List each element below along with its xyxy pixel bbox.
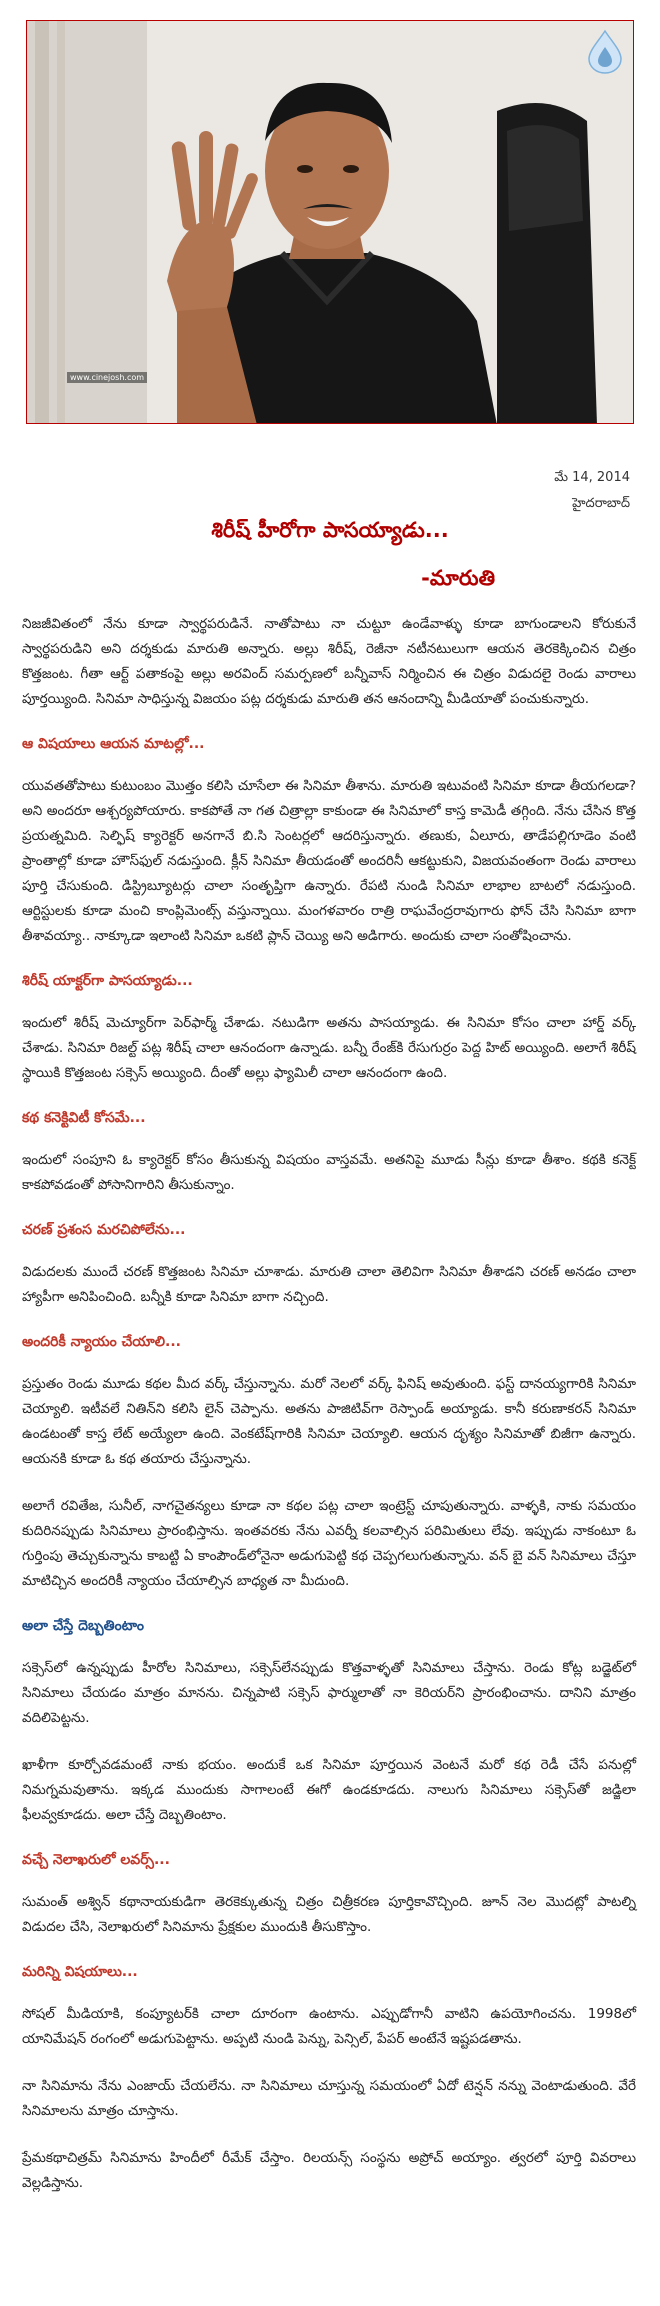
article-byline: -మారుతి [421, 566, 495, 590]
article-paragraph: సుమంత్ అశ్విన్ కథానాయకుడిగా తెరకెక్కుతున్న చిత్రం చిత్రీకరణ పూర్తికావొచ్చింది. జూన్ నెల మొదట్లో పాటల్ని విడుదల చేసి, నెలాఖరులో సినిమాను ప్రేక్షకుల ముందుకి తీసుకొస్తాం. [22, 1894, 636, 1935]
article-paragraph: ఇందులో శిరీష్ మెచ్యూర్‌గా పెర్‌ఫార్మ్ చేశాడు. నటుడిగా అతను పాసయ్యాడు. ఈ సినిమా కోసం చాలా హార్డ్ వర్క్ చేశాడు. సినిమా రిజల్ట్ పట్ల శిరీష్ చాలా ఆనందంగా ఉన్నాడు. బన్నీ రేంజ్‌కి రేసుగుర్రం పెద్ద హిట్ అయ్యింది. అలాగే శిరీష్ స్థాయికి కొత్తజంట సక్సెస్ అయ్యింది. దీంతో అల్లు ఫ్యామిలీ చాలా ఆనందంగా ఉంది. [22, 1015, 636, 1081]
article-body [22, 612, 636, 2218]
section-subheading: అందరికీ న్యాయం చేయాలి... [22, 1334, 181, 1350]
dateline-place: హైదరాబాద్ [572, 496, 630, 511]
article-paragraph: నా సినిమాను నేను ఎంజాయ్ చేయలేను. నా సినిమాలు చూస్తున్న సమయంలో ఏదో టెన్షన్ నన్ను వెంటాడుతుంది. వేరే సినిమాలను మాత్రం చూస్తాను. [22, 2078, 636, 2119]
article-paragraph: ప్రేమకథాచిత్రమ్ సినిమాను హిందీలో రీమేక్ చేస్తాం. రిలయన్స్ సంస్థను అప్రోచ్ అయ్యాం. త్వరలో పూర్తి వివరాలు వెల్లడిస్తాను. [22, 2150, 636, 2191]
section-subheading: అలా చేస్తే దెబ్బతింటాం [22, 1618, 144, 1634]
water-drop-logo-icon [585, 29, 625, 75]
section-subheading: చరణ్ ప్రశంస మరచిపోలేను... [22, 1222, 186, 1238]
article-paragraph: నిజజీవితంలో నేను కూడా స్వార్థపరుడినే. నాతోపాటు నా చుట్టూ ఉండేవాళ్ళు కూడా బాగుండాలని కోరుకునే స్వార్థపరుడిని అని దర్శకుడు మారుతి అన్నారు. అల్లు శిరీష్, రెజీనా నటీనటులుగా ఆయన తెరకెక్కించిన చిత్రం కొత్తజంట. గీతా ఆర్ట్ పతాకంపై అల్లు అరవింద్ సమర్పణలో బన్నీవాస్ నిర్మించిన ఈ చిత్రం విడుదలై రెండు వారాలు పూర్తయ్యింది. సినిమా సాధిస్తున్న విజయం పట్ల దర్శకుడు మారుతి తన ఆనందాన్ని మీడియాతో పంచుకున్నారు. [22, 616, 636, 707]
article-paragraph: యువతతోపాటు కుటుంబం మొత్తం కలిసి చూసేలా ఈ సినిమా తీశాను. మారుతి ఇటువంటి సినిమా కూడా తీయగలడా? అని అందరూ ఆశ్చర్యపోయారు. కాకపోతే నా గత చిత్రాల్లా కాకుండా ఈ సినిమాలో కాస్త కామెడీ తగ్గింది. నేను చేసిన కొత్త ప్రయత్నమిది. సెల్ఫిష్ క్యారెక్టర్ అనగానే బి.సి సెంటర్లలో ఆదరిస్తున్నారు. తణుకు, ఏలూరు, తాడేపల్లిగూడెం వంటి ప్రాంతాల్లో కూడా హౌస్‌ఫుల్ నడుస్తుంది. క్లీన్ సినిమా తీయడంతో అందరినీ ఆకట్టుకుని, విజయవంతంగా రెండు వారాలు పూర్తి చేసుకుంది. డిస్ట్రిబ్యూటర్లు చాలా సంతృప్తిగా ఉన్నారు. రేపటి నుండి సినిమా లాభాల బాటలో నడుస్తుంది. ఆర్టిస్టులకు కూడా మంచి కాంప్లిమెంట్స్ వస్తున్నాయి. మంగళవారం రాత్రి రాఘవేంద్రరావుగారు ఫోన్ చేసి సినిమా బాగా తీశావయ్యా.. నాక్కూడా ఇలాంటి సినిమా ఒకటి ప్లాన్ చెయ్యి అని అడిగారు. అందుకు చాలా సంతోషించాను. [22, 778, 636, 944]
article-paragraph: అలాగే రవితేజ, సునీల్, నాగచైతన్యలు కూడా నా కథల పట్ల చాలా ఇంట్రెస్ట్ చూపుతున్నారు. వాళ్ళకి, నాకు సమయం కుదిరినప్పుడు సినిమాలు ప్రారంభిస్తాను. ఇంతవరకు నేను ఎవర్నీ కలవాల్సిన పరిమితులు లేవు. ఇప్పుడు నాకంటూ ఓ గుర్తింపు తెచ్చుకున్నాను కాబట్టి ఏ కాంపౌండ్‌లోనైనా అడుగుపెట్టి కథ చెప్పగలుగుతున్నాను. వన్ బై వన్ సినిమాలు చేస్తూ మాటిచ్చిన అందరికీ న్యాయం చేయాల్సిన బాధ్యత నా మీదుంది. [22, 1498, 636, 1589]
director-portrait-image [27, 21, 634, 424]
article-photo [26, 20, 634, 424]
section-subheading: మరిన్ని విషయాలు... [22, 1964, 138, 1980]
section-subheading: ఆ విషయాలు ఆయన మాటల్లో... [22, 736, 205, 752]
article-headline: శిరీష్ హీరోగా పాసయ్యాడు... [211, 518, 449, 542]
article-paragraph: ఇందులో సంపూని ఓ క్యారెక్టర్ కోసం తీసుకున్న విషయం వాస్తవమే. అతనిపై మూడు సీన్లు కూడా తీశాం. కథకి కనెక్ట్ కాకపోవడంతో పోసానిగారిని తీసుకున్నాం. [22, 1152, 636, 1193]
site-credit-watermark: www.cinejosh.com [67, 372, 147, 383]
publish-date: మే 14, 2014 [554, 470, 630, 485]
article-paragraph: ప్రస్తుతం రెండు మూడు కథల మీద వర్క్ చేస్తున్నాను. మరో నెలలో వర్క్ ఫినిష్ అవుతుంది. ఫస్ట్ దానయ్యగారికి సినిమా చెయ్యాలి. ఇటీవలే నితిన్‌ని కలిసి లైన్ చెప్పాను. అతను పాజిటివ్‌గా రెస్పాండ్ అయ్యాడు. కానీ కరుణాకరన్ సినిమా ఉండటంతో కాస్త లేట్ అయ్యేలా ఉంది. వెంకటేష్‌గారికి సినిమా చెయ్యాలి. ఆయన దృశ్యం సినిమాతో బిజీగా ఉన్నారు. ఆయనకి కూడా ఓ కథ తయారు చేస్తున్నాను. [22, 1376, 636, 1467]
article-paragraph: సోషల్ మీడియాకి, కంప్యూటర్‌కి చాలా దూరంగా ఉంటాను. ఎప్పుడోగానీ వాటిని ఉపయోగించను. 1998లో యానిమేషన్ రంగంలో అడుగుపెట్టాను. అప్పటి నుండి పెన్ను, పెన్సిల్, పేపర్ అంటేనే ఇష్టపడతాను. [22, 2006, 636, 2047]
article-paragraph: ఖాళీగా కూర్చోవడమంటే నాకు భయం. అందుకే ఒక సినిమా పూర్తయిన వెంటనే మరో కథ రెడీ చేసే పనుల్లో నిమగ్నమవుతాను. ఇక్కడ ముందుకు సాగాలంటే ఈగో ఉండకూడదు. నాలుగు సినిమాలు సక్సెస్‌తో జడ్జిలా ఫీలవ్వకూడదు. అలా చేస్తే దెబ్బతింటాం. [22, 1757, 636, 1823]
section-subheading: వచ్చే నెలాఖరులో లవర్స్... [22, 1852, 170, 1868]
article-paragraph: సక్సెస్‌లో ఉన్నప్పుడు హీరోల సినిమాలు, సక్సెస్‌లేనప్పుడు కొత్తవాళ్ళతో సినిమాలు చేస్తాను. రెండు కోట్ల బడ్జెట్‌లో సినిమాలు చేయడం మాత్రం మానను. చిన్నపాటి సక్సెస్ ఫార్ములాతో నా కెరియర్‌ని ప్రారంభించాను. దానిని మాత్రం వదిలిపెట్టను. [22, 1660, 636, 1726]
section-subheading: శిరీష్ యాక్టర్‌గా పాసయ్యాడు... [22, 973, 193, 989]
section-subheading: కథ కనెక్టివిటీ కోసమే... [22, 1110, 146, 1126]
article-paragraph: విడుదలకు ముందే చరణ్ కొత్తజంట సినిమా చూశాడు. మారుతి చాలా తెలివిగా సినిమా తీశాడని చరణ్ అనడం చాలా హ్యాపీగా అనిపించింది. బన్నీకి కూడా సినిమా బాగా నచ్చింది. [22, 1264, 636, 1305]
